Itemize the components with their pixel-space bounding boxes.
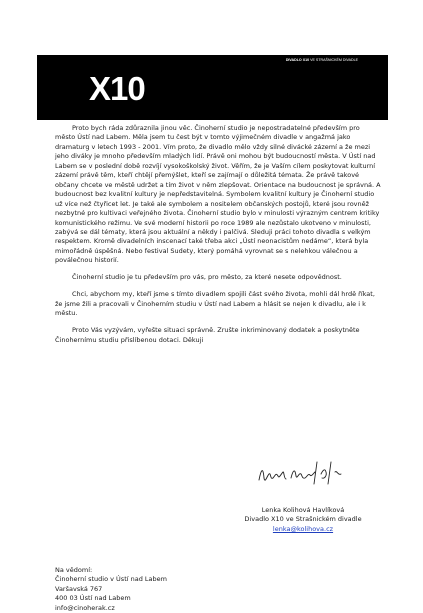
tagline-rest: VE STRAŠNICKÉM DIVADLE — [309, 58, 358, 62]
letterhead-tagline — [286, 58, 358, 63]
signer-name: Lenka Kolihová Havlíková — [261, 506, 345, 514]
paragraph: Činoherní studio je tu především pro vás, pro město, za které nesete odpovědnost. — [72, 273, 342, 282]
signature-block — [230, 506, 376, 534]
x10-logo: X10 — [89, 70, 145, 107]
signer-email-link[interactable]: lenka@kolihova.cz — [272, 524, 334, 533]
paragraph: Proto bych ráda zdůraznila jinou věc. Činoherní studio je nepostradatelné především pro město Ústí nad Labem. Měla jsem tu čest být v tomto výjimečném divadle v angažmá jako dramaturg v letech 1993 - 2001. Vím proto, že divadlo mělo vždy silné divácké zázemí a že mezi jeho diváky je mnoho především mladých lidí. Právě oni mohou být budoucností města. V Ústí nad Labem se v poslední době rozvíjí vysokoškolský život. Věřím, že je Vaším cílem poskytovat kulturní zázemí právě těm, kteří chtějí přemýšlet, kteří se zajímají o důležitá témata. Že právě takové občany chcete ve městě udržet a tím život v něm zlepšovat. Orientace na budoucnost je správná. A budoucnost bez kvalitní kultury je nepředstavitelná. Symbolem kvalitní kultury je Činoherní studio už více než čtyřicet let. Je také ale symbolem a nositelem občanských postojů, které jsou rovněž nezbytné pro kultivaci veřejného života. Činoherní studio bylo v minulosti výrazným centrem kritiky komunistického režimu. Ve své moderní historii po roce 1989 ale nezůstalo ukotveno v minulosti, zabývá se dál tématy, která jsou aktuální a někdy i palčivá. Sleduji práci tohoto divadla s velkým respektem. Kromě divadelních inscenací také třeba akci „Ústí neonacistům nedáme“, která byla mimořádně úspěšná. Nebo festival Sudety, který pomáhá vyrovnat se s nelehkou válečnou a poválečnou historií. — [55, 124, 381, 265]
address-line: info@cinoherak.cz — [55, 603, 115, 612]
letterhead-banner — [37, 55, 388, 120]
signer-organization: Divadlo X10 ve Strašnickém divadle — [244, 515, 362, 524]
address-line: Činoherní studio v Ústí nad Labem — [55, 575, 167, 584]
letter-body — [55, 124, 381, 353]
address-line: Na vědomí: — [55, 566, 93, 574]
address-line: 400 03 Ústí nad Labem — [55, 594, 131, 603]
paragraph: Proto Vás vyzývám, vyřešte situaci správně. Zrušte inkriminovaný dodatek a poskytněte Činohernímu studiu přislíbenou dotaci. Děkuji — [55, 326, 360, 344]
handwritten-signature — [255, 458, 365, 488]
recipient-address — [55, 566, 167, 613]
paragraph: Chci, abychom my, kteří jsme s tímto divadlem spojili část svého života, mohli dál hrdě říkat, že jsme žili a pracovali v Činoherním studiu v Ústí nad Labem a hlásit se nejen k divadlu, ale i k městu. — [55, 290, 375, 318]
tagline-bold: DIVADLO X10 — [285, 58, 310, 62]
address-line: Varšavská 767 — [55, 584, 103, 593]
